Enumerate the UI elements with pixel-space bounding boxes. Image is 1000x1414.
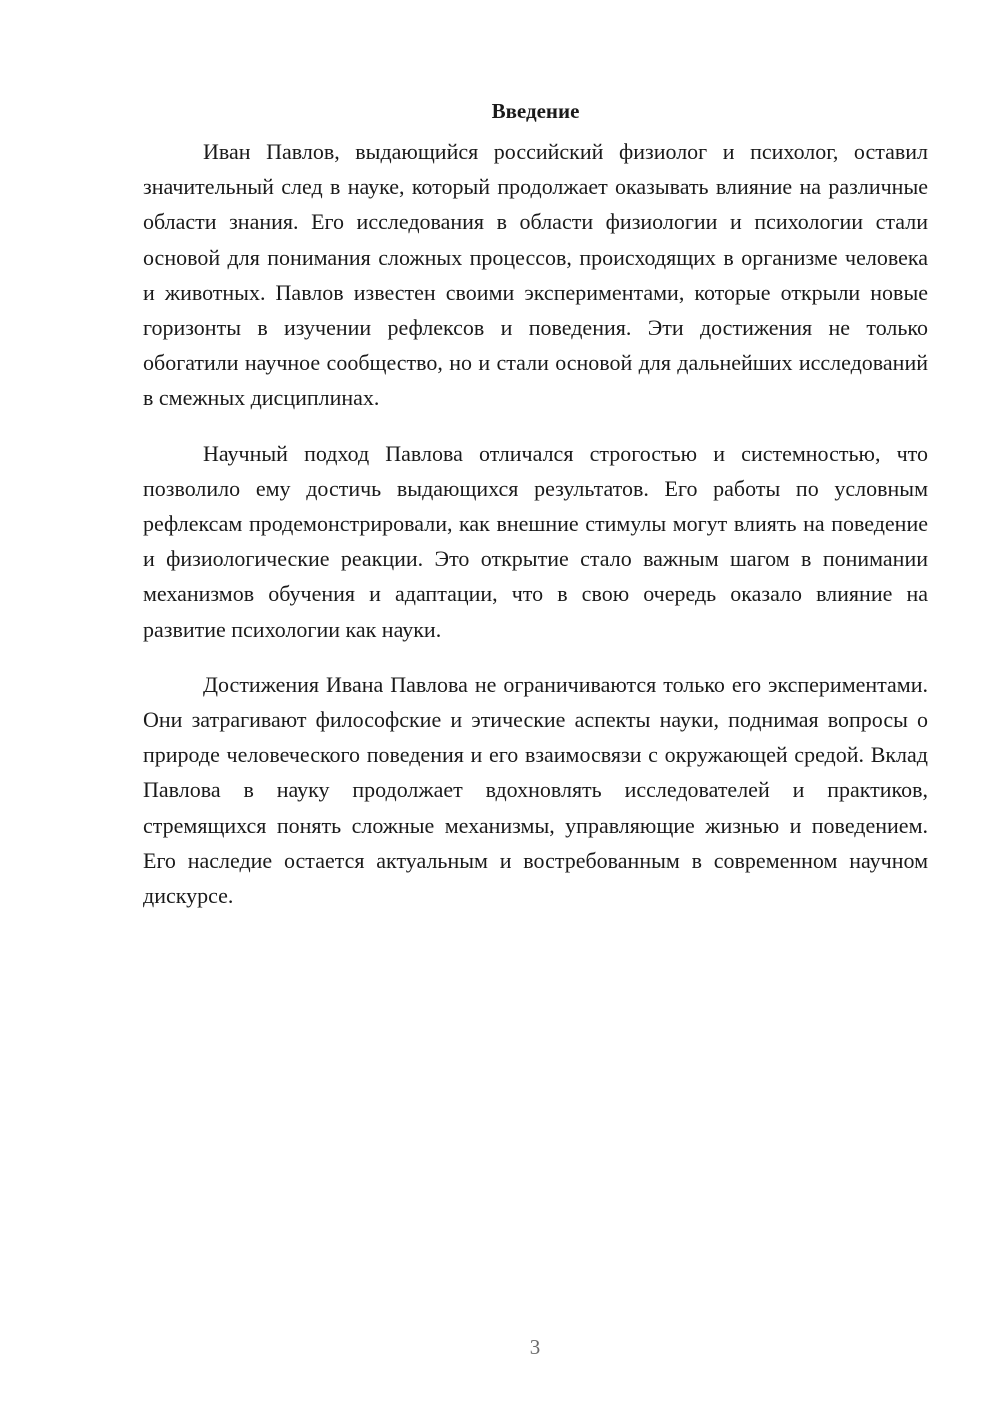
section-title: Введение	[491, 99, 580, 123]
page-content	[143, 92, 928, 933]
paragraph-2: Научный подход Павлова отличался строгостью и системностью, что позволило ему достичь выдающихся результатов. Его работы по условным рефлексам продемонстрировали, как внешние стимулы могут влиять на поведение и физиологические реакции. Это открытие стало важным шагом в понимании механизмов обучения и адаптации, что в свою очередь оказало влияние на развитие психологии как науки.	[143, 440, 928, 642]
paragraph-3: Достижения Ивана Павлова не ограничиваются только его экспериментами. Они затрагивают философские и этические аспекты науки, поднимая вопросы о природе человеческого поведения и его взаимосвязи с окружающей средой. Вклад Павлова в науку продолжает вдохновлять исследователей и практиков, стремящихся понять сложные механизмы, управляющие жизнью и поведением. Его наследие остается актуальным и востребованным в современном научном дискурсе.	[143, 671, 928, 909]
paragraph-1: Иван Павлов, выдающийся российский физиолог и психолог, оставил значительный след в науке, который продолжает оказывать влияние на различные области знания. Его исследования в области физиологии и психологии стали основой для понимания сложных процессов, происходящих в организме человека и животных. Павлов известен своими экспериментами, которые открыли новые горизонты в изучении рефлексов и поведения. Эти достижения не только обогатили научное сообщество, но и стали основой для дальнейших исследований в смежных дисциплинах.	[143, 139, 928, 411]
page-number: 3	[529, 1335, 541, 1359]
